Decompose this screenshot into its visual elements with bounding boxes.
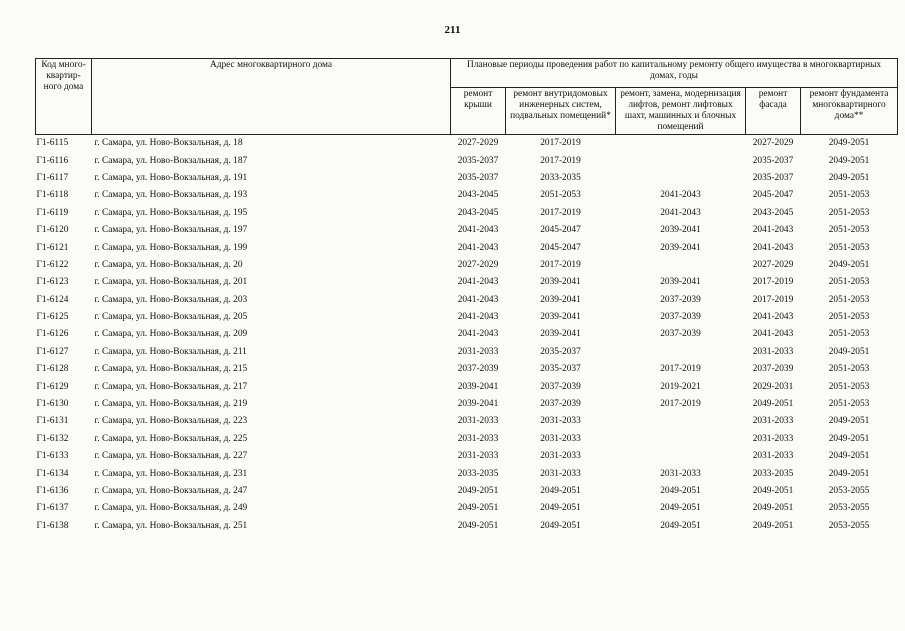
cell-lifts <box>616 344 746 361</box>
table-row <box>36 274 898 291</box>
cell-foundation: 2053-2055 <box>828 486 870 496</box>
cell-foundation: 2051-2053 <box>828 329 870 340</box>
cell-code: Г1-6137 <box>36 503 69 514</box>
cell-systems: 2033-2035 <box>540 172 581 183</box>
cell-systems: 2039-2041 <box>540 312 581 323</box>
header-systems: ремонт внутридомовых инженерных систем, подвальных помещений* <box>506 88 616 135</box>
cell-address: г. Самара, ул. Ново-Вокзальная, д. 251 <box>94 520 248 531</box>
cell-facade: 2049-2051 <box>752 503 794 514</box>
cell-address: г. Самара, ул. Ново-Вокзальная, д. 231 <box>94 468 248 479</box>
cell-address: г. Самара, ул. Ново-Вокзальная, д. 209 <box>94 329 248 340</box>
cell-foundation: 2049-2051 <box>828 433 870 444</box>
cell-facade: 2031-2033 <box>752 416 794 427</box>
cell-roof: 2035-2037 <box>457 155 499 166</box>
table-row <box>36 431 898 448</box>
cell-address: г. Самара, ул. Ново-Вокзальная, д. 211 <box>94 346 247 357</box>
cell-roof: 2031-2033 <box>457 433 499 444</box>
cell-foundation: 2053-2055 <box>828 503 870 514</box>
cell-systems: 2035-2037 <box>540 364 581 375</box>
table-row <box>36 326 898 343</box>
cell-code: Г1-6129 <box>36 381 69 392</box>
cell-address: г. Самара, ул. Ново-Вокзальная, д. 227 <box>94 451 248 462</box>
cell-lifts: 2039-2041 <box>660 277 701 288</box>
cell-lifts: 2037-2039 <box>660 294 701 305</box>
cell-facade: 2017-2019 <box>752 277 794 288</box>
cell-code: Г1-6115 <box>36 138 69 149</box>
cell-systems: 2045-2047 <box>540 225 581 236</box>
cell-address: г. Самара, ул. Ново-Вокзальная, д. 197 <box>94 225 248 236</box>
cell-facade: 2041-2043 <box>752 329 794 340</box>
cell-code: Г1-6134 <box>36 468 69 479</box>
table-row <box>36 170 898 187</box>
cell-address: г. Самара, ул. Ново-Вокзальная, д. 195 <box>94 207 248 218</box>
cell-facade: 2031-2033 <box>752 433 794 444</box>
cell-address: г. Самара, ул. Ново-Вокзальная, д. 18 <box>94 138 243 149</box>
cell-foundation: 2049-2051 <box>828 259 870 270</box>
table-row <box>36 257 898 274</box>
header-facade: ремонт фасада <box>746 88 801 135</box>
cell-foundation: 2049-2051 <box>828 155 870 166</box>
cell-foundation: 2051-2053 <box>828 225 870 236</box>
cell-code: Г1-6128 <box>36 364 69 375</box>
cell-lifts: 2049-2051 <box>660 503 701 514</box>
cell-foundation: 2051-2053 <box>828 312 870 323</box>
cell-foundation: 2051-2053 <box>828 190 870 201</box>
table-row <box>36 396 898 413</box>
repair-schedule-table <box>35 58 898 535</box>
cell-lifts: 2017-2019 <box>660 364 701 375</box>
cell-code: Г1-6122 <box>36 259 69 270</box>
cell-lifts: 2031-2033 <box>660 468 701 479</box>
header-periods-group: Плановые периоды проведения работ по капитальному ремонту общего имущества в многоквартирных домах, годы <box>451 59 898 88</box>
cell-roof: 2049-2051 <box>457 503 499 514</box>
cell-facade: 2041-2043 <box>752 225 794 236</box>
cell-code: Г1-6118 <box>36 190 69 201</box>
cell-roof: 2041-2043 <box>457 225 499 236</box>
cell-foundation: 2049-2051 <box>828 172 870 183</box>
cell-address: г. Самара, ул. Ново-Вокзальная, д. 187 <box>94 155 248 166</box>
table-row <box>36 187 898 204</box>
cell-lifts: 2039-2041 <box>660 242 701 253</box>
cell-systems: 2031-2033 <box>540 416 581 427</box>
table-body <box>36 135 898 535</box>
cell-facade: 2045-2047 <box>752 190 794 201</box>
cell-facade: 2033-2035 <box>752 468 794 479</box>
table-row <box>36 205 898 222</box>
cell-facade: 2049-2051 <box>752 486 794 496</box>
cell-code: Г1-6116 <box>36 155 69 166</box>
cell-address: г. Самара, ул. Ново-Вокзальная, д. 249 <box>94 503 248 514</box>
header-foundation: ремонт фундамента многоквартирного дома** <box>801 88 898 135</box>
table-row <box>36 413 898 430</box>
table-header <box>36 59 898 135</box>
table-row <box>36 500 898 517</box>
table-row <box>36 152 898 169</box>
cell-roof: 2043-2045 <box>457 190 499 201</box>
cell-systems: 2037-2039 <box>540 399 581 410</box>
cell-roof: 2039-2041 <box>457 381 499 392</box>
cell-roof: 2031-2033 <box>457 451 499 462</box>
cell-facade: 2035-2037 <box>752 172 794 183</box>
cell-roof: 2041-2043 <box>457 242 499 253</box>
cell-address: г. Самара, ул. Ново-Вокзальная, д. 219 <box>94 399 248 410</box>
cell-lifts: 2017-2019 <box>660 399 701 410</box>
cell-lifts <box>616 448 746 465</box>
cell-systems: 2017-2019 <box>540 207 581 218</box>
cell-code: Г1-6136 <box>36 486 69 496</box>
cell-systems: 2049-2051 <box>540 503 581 514</box>
cell-facade: 2035-2037 <box>752 155 794 166</box>
cell-code: Г1-6131 <box>36 416 69 427</box>
cell-systems: 2017-2019 <box>540 138 581 149</box>
cell-code: Г1-6119 <box>36 207 69 218</box>
cell-foundation: 2053-2055 <box>828 520 870 531</box>
cell-systems: 2031-2033 <box>540 451 581 462</box>
cell-lifts <box>616 413 746 430</box>
cell-address: г. Самара, ул. Ново-Вокзальная, д. 247 <box>94 486 248 496</box>
cell-lifts: 2049-2051 <box>660 486 701 496</box>
cell-code: Г1-6121 <box>36 242 69 253</box>
table-row <box>36 465 898 482</box>
cell-code: Г1-6127 <box>36 346 69 357</box>
cell-systems: 2039-2041 <box>540 294 581 305</box>
cell-facade: 2049-2051 <box>752 520 794 531</box>
cell-foundation: 2049-2051 <box>828 138 870 149</box>
cell-facade: 2049-2051 <box>752 399 794 410</box>
cell-address: г. Самара, ул. Ново-Вокзальная, д. 225 <box>94 433 248 444</box>
cell-foundation: 2051-2053 <box>828 207 870 218</box>
header-code: Код много-квартир-ного дома <box>36 59 92 135</box>
table-row <box>36 361 898 378</box>
cell-address: г. Самара, ул. Ново-Вокзальная, д. 193 <box>94 190 248 201</box>
cell-foundation: 2049-2051 <box>828 416 870 427</box>
cell-code: Г1-6130 <box>36 399 69 410</box>
cell-lifts <box>616 135 746 153</box>
cell-roof: 2033-2035 <box>457 468 499 479</box>
cell-systems: 2051-2053 <box>540 190 581 201</box>
cell-roof: 2039-2041 <box>457 399 499 410</box>
cell-facade: 2017-2019 <box>752 294 794 305</box>
cell-roof: 2041-2043 <box>457 294 499 305</box>
cell-code: Г1-6132 <box>36 433 69 444</box>
cell-systems: 2039-2041 <box>540 277 581 288</box>
cell-lifts: 2041-2043 <box>660 207 701 218</box>
cell-roof: 2041-2043 <box>457 329 499 340</box>
cell-roof: 2027-2029 <box>457 259 499 270</box>
cell-lifts <box>616 170 746 187</box>
cell-address: г. Самара, ул. Ново-Вокзальная, д. 191 <box>94 172 248 183</box>
cell-roof: 2027-2029 <box>457 138 499 149</box>
cell-foundation: 2049-2051 <box>828 468 870 479</box>
cell-roof: 2049-2051 <box>457 520 499 531</box>
table-row <box>36 292 898 309</box>
cell-roof: 2041-2043 <box>457 277 499 288</box>
cell-lifts: 2039-2041 <box>660 225 701 236</box>
cell-facade: 2027-2029 <box>752 138 794 149</box>
table-row <box>36 483 898 500</box>
cell-lifts: 2037-2039 <box>660 329 701 340</box>
cell-facade: 2041-2043 <box>752 242 794 253</box>
cell-systems: 2017-2019 <box>540 155 581 166</box>
cell-code: Г1-6124 <box>36 294 69 305</box>
cell-systems: 2035-2037 <box>540 346 581 357</box>
cell-systems: 2037-2039 <box>540 381 581 392</box>
cell-facade: 2043-2045 <box>752 207 794 218</box>
cell-systems: 2049-2051 <box>540 486 581 496</box>
cell-lifts: 2049-2051 <box>660 520 701 531</box>
cell-systems: 2031-2033 <box>540 433 581 444</box>
cell-foundation: 2051-2053 <box>828 242 870 253</box>
cell-roof: 2043-2045 <box>457 207 499 218</box>
header-address: Адрес многоквартирного дома <box>92 59 451 135</box>
cell-roof: 2035-2037 <box>457 172 499 183</box>
cell-code: Г1-6138 <box>36 520 69 531</box>
cell-address: г. Самара, ул. Ново-Вокзальная, д. 203 <box>94 294 248 305</box>
cell-systems: 2031-2033 <box>540 468 581 479</box>
cell-systems: 2045-2047 <box>540 242 581 253</box>
cell-roof: 2041-2043 <box>457 312 499 323</box>
page-number: 211 <box>444 24 461 36</box>
table-row <box>36 309 898 326</box>
cell-foundation: 2049-2051 <box>828 451 870 462</box>
cell-address: г. Самара, ул. Ново-Вокзальная, д. 20 <box>94 259 243 270</box>
cell-foundation: 2051-2053 <box>828 294 870 305</box>
cell-facade: 2027-2029 <box>752 259 794 270</box>
cell-roof: 2037-2039 <box>457 364 499 375</box>
table-row <box>36 344 898 361</box>
cell-lifts: 2041-2043 <box>660 190 701 201</box>
cell-facade: 2031-2033 <box>752 451 794 462</box>
cell-address: г. Самара, ул. Ново-Вокзальная, д. 205 <box>94 312 248 323</box>
cell-roof: 2031-2033 <box>457 346 499 357</box>
cell-systems: 2017-2019 <box>540 259 581 270</box>
cell-facade: 2037-2039 <box>752 364 794 375</box>
cell-lifts <box>616 152 746 169</box>
cell-foundation: 2051-2053 <box>828 399 870 410</box>
cell-foundation: 2051-2053 <box>828 364 870 375</box>
cell-code: Г1-6125 <box>36 312 69 323</box>
cell-foundation: 2051-2053 <box>828 381 870 392</box>
header-roof: ремонт крыши <box>451 88 506 135</box>
table-row <box>36 239 898 256</box>
cell-address: г. Самара, ул. Ново-Вокзальная, д. 223 <box>94 416 248 427</box>
cell-code: Г1-6133 <box>36 451 69 462</box>
cell-code: Г1-6117 <box>36 172 69 183</box>
cell-roof: 2031-2033 <box>457 416 499 427</box>
cell-address: г. Самара, ул. Ново-Вокзальная, д. 201 <box>94 277 248 288</box>
cell-roof: 2049-2051 <box>457 486 499 496</box>
cell-address: г. Самара, ул. Ново-Вокзальная, д. 199 <box>94 242 248 253</box>
cell-foundation: 2049-2051 <box>828 346 870 357</box>
cell-code: Г1-6126 <box>36 329 69 340</box>
cell-lifts: 2019-2021 <box>660 381 701 392</box>
header-lifts: ремонт, замена, модернизация лифтов, ремонт лифтовых шахт, машинных и блочных помещений <box>616 88 746 135</box>
cell-lifts <box>616 431 746 448</box>
table-row <box>36 378 898 395</box>
table-row <box>36 448 898 465</box>
repair-schedule-table-wrapper <box>35 58 897 535</box>
cell-facade: 2031-2033 <box>752 346 794 357</box>
cell-lifts <box>616 257 746 274</box>
table-row <box>36 222 898 239</box>
cell-facade: 2029-2031 <box>752 381 794 392</box>
cell-systems: 2039-2041 <box>540 329 581 340</box>
table-row <box>36 518 898 535</box>
cell-facade: 2041-2043 <box>752 312 794 323</box>
cell-lifts: 2037-2039 <box>660 312 701 323</box>
cell-code: Г1-6123 <box>36 277 69 288</box>
table-row <box>36 135 898 153</box>
cell-address: г. Самара, ул. Ново-Вокзальная, д. 215 <box>94 364 248 375</box>
cell-address: г. Самара, ул. Ново-Вокзальная, д. 217 <box>94 381 248 392</box>
cell-code: Г1-6120 <box>36 225 69 236</box>
cell-foundation: 2051-2053 <box>828 277 870 288</box>
cell-systems: 2049-2051 <box>540 520 581 531</box>
